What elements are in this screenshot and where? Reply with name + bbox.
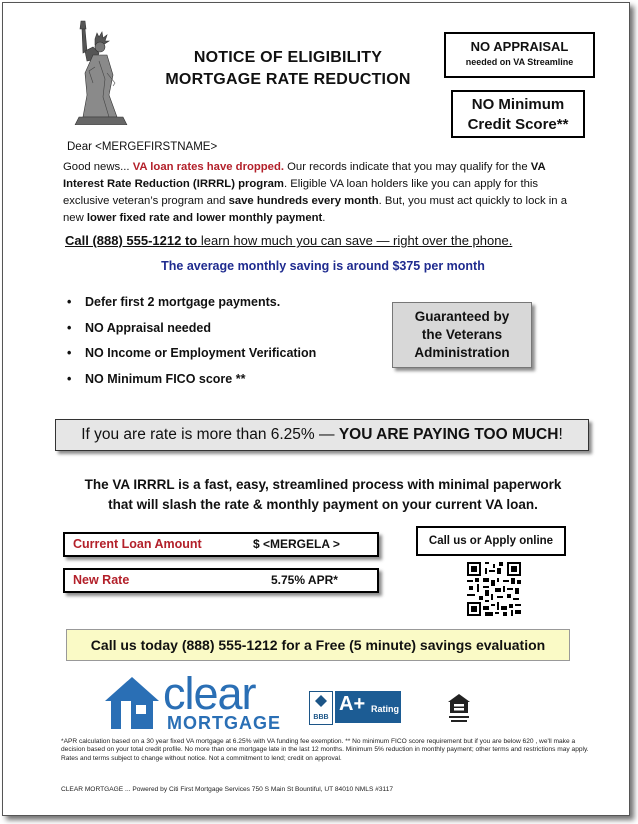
mortgage-logo-text: MORTGAGE	[167, 713, 281, 733]
list-item	[67, 346, 316, 372]
no-appraisal-heading: NO APPRAISAL	[470, 39, 569, 54]
benefit-text: NO Minimum FICO score **	[85, 371, 246, 386]
legal-disclaimer: *APR calculation based on a 30 year fixed VA mortgage at 6.25% with VA funding fee exemption. ** No minimum FICO score requirement but if you are below 620 , we'll make a decision based on your total credit profile. No more than one mortgage late in the last 12 months. Minimum 5% reduction in monthly payment; other terms and restrictions may apply. Rates and terms subject to change without notice. Not a commitment to lend; credit on approval.	[61, 738, 589, 762]
house-logo-icon	[103, 675, 161, 731]
new-rate-value: 5.75% APR*	[271, 573, 338, 587]
greeting: Dear <MERGEFIRSTNAME>	[67, 141, 218, 153]
new-rate-label: New Rate	[73, 573, 130, 587]
no-appraisal-badge	[444, 32, 595, 78]
intro-paragraph	[63, 159, 583, 227]
list-item	[67, 321, 316, 347]
apply-online-button[interactable]: Call us or Apply online	[416, 526, 566, 556]
qr-code-icon[interactable]	[467, 562, 521, 616]
paying-lead: If you are rate is more than 6.25% —	[81, 426, 339, 443]
irrrl-line-2: that will slash the rate & monthly payment on your current VA loan.	[108, 497, 538, 512]
call-line-text: learn how much you can save — right over the phone.	[197, 233, 513, 248]
notice-title	[143, 47, 433, 91]
list-item	[67, 372, 316, 398]
benefit-text: NO Appraisal needed	[85, 320, 211, 335]
intro-text: Our records indicate that you may qualify for the	[284, 161, 531, 173]
intro-text: .	[322, 212, 326, 224]
irrrl-program-text: VA Interest Rate Reduction (IRRRL) program	[63, 161, 546, 190]
no-credit-score-badge	[451, 90, 585, 138]
guarantee-line-2: the Veterans	[421, 327, 503, 342]
mailer-page	[2, 2, 630, 816]
call-number[interactable]: Call (888) 555-1212 to	[65, 233, 198, 248]
loan-amount-value: $ <MERGELA >	[253, 537, 340, 551]
title-line-1: NOTICE OF ELIGIBILITY	[193, 49, 383, 66]
credit-badge-line-1: NO Minimum	[471, 96, 565, 113]
bbb-grade: A+	[339, 693, 366, 715]
equal-housing-icon	[447, 693, 471, 723]
paying-alert: YOU ARE PAYING TOO MUCH	[338, 426, 559, 443]
irrrl-description	[63, 475, 583, 515]
new-rate-field	[63, 568, 379, 593]
title-line-2: MORTGAGE RATE REDUCTION	[165, 71, 411, 88]
clear-logo-text: clear	[163, 668, 256, 719]
benefits-list	[67, 295, 316, 397]
call-line[interactable]	[65, 233, 512, 248]
benefit-text: NO Income or Employment Verification	[85, 346, 317, 360]
intro-text: . But, you must act quickly to lock in a new	[63, 195, 568, 224]
average-saving: The average monthly saving is around $375 per month	[161, 259, 485, 273]
guarantee-line-1: Guaranteed by	[414, 309, 510, 324]
bullet-icon: •	[67, 346, 72, 360]
no-appraisal-subtext: needed on VA Streamline	[465, 57, 574, 67]
bbb-seal-icon	[309, 691, 333, 725]
list-item	[67, 295, 316, 321]
bbb-rating-badge	[309, 691, 401, 723]
statue-of-liberty-icon	[67, 17, 133, 125]
rates-dropped-text: VA loan rates have dropped.	[132, 161, 284, 173]
current-loan-amount-field	[63, 532, 379, 557]
irrrl-line-1: The VA IRRRL is a fast, easy, streamlined process with minimal paperwork	[84, 477, 562, 492]
intro-text: Good news...	[63, 161, 133, 173]
paying-too-much-banner	[55, 419, 589, 451]
credit-badge-line-2: Credit Score**	[467, 116, 569, 133]
bullet-icon: •	[67, 320, 72, 335]
guarantee-line-3: Administration	[414, 345, 510, 360]
bbb-rating-label: Rating	[371, 704, 399, 714]
bullet-icon: •	[67, 295, 72, 309]
save-hundreds-text: save hundreds every month	[228, 195, 379, 207]
bullet-icon: •	[67, 371, 72, 386]
benefit-text: Defer first 2 mortgage payments.	[85, 295, 281, 309]
lower-rate-text: lower fixed rate and lower monthly payment	[86, 212, 323, 224]
va-guarantee-badge	[392, 302, 532, 368]
bbb-seal-text: BBB	[313, 714, 329, 721]
loan-amount-label: Current Loan Amount	[73, 537, 202, 551]
paying-end: !	[558, 426, 563, 443]
free-evaluation-banner[interactable]: Call us today (888) 555-1212 for a Free (5 minute) savings evaluation	[66, 629, 570, 661]
company-footer: CLEAR MORTGAGE ... Powered by Citi First Mortgage Services 750 S Main St Bountiful, UT 84010 NMLS #3117	[61, 786, 394, 793]
intro-text: . Eligible VA loan holders like you can apply for this exclusive veteran’s program and	[63, 178, 539, 207]
bbb-rating-panel	[335, 691, 401, 723]
